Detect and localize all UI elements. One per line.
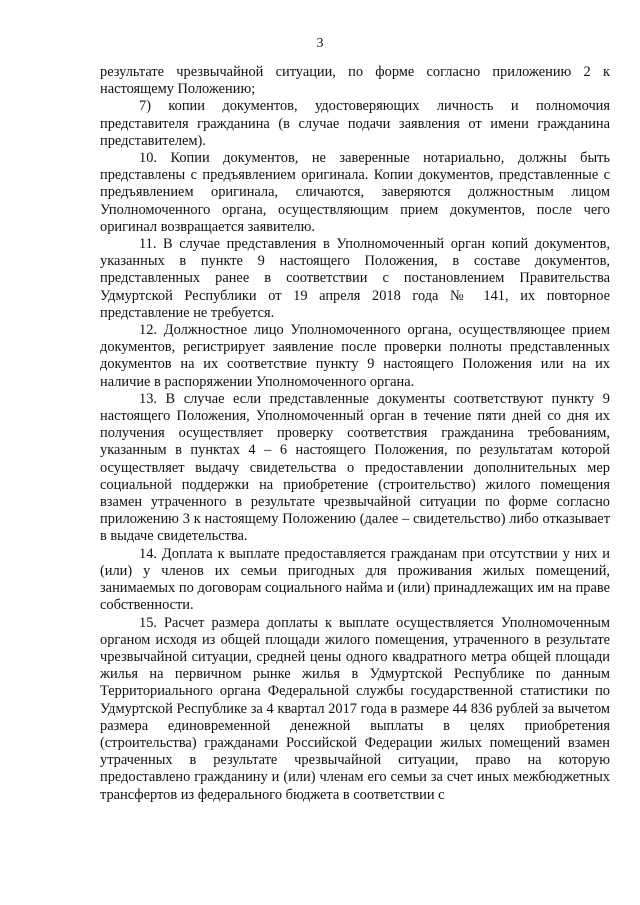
paragraph-14: 14. Доплата к выплате предоставляется гражданам при отсутствии у них и (или) у членов их семьи пригодных для проживания жилых помещений, занимаемых по договорам социального найма и (или) принадлежащих им на праве собственности. [100,545,610,614]
paragraph-item-7: 7) копии документов, удостоверяющих личность и полномочия представителя гражданина (в случае подачи заявления от имени гражданина представителем). [100,98,610,149]
page-number: 3 [316,36,324,51]
paragraph-11: 11. В случае представления в Уполномоченный орган копий документов, указанных в пункте 9 настоящего Положения, в составе документов, представленных ранее в соответствии с постановлением Правительства Удмуртской Республики от 19 апреля 2018 года № 141, их повторное представление не требуется. [100,236,610,321]
paragraph-10: 10. Копии документов, не заверенные нотариально, должны быть представлены с предъявлением оригинала. Копии документов, представленные с предъявлением оригинала, сличаются, заверяются должностным лицом Уполномоченного органа, осуществляющим прием документов, после чего оригинал возвращается заявителю. [100,150,610,235]
paragraph-15: 15. Расчет размера доплаты к выплате осуществляется Уполномоченным органом исходя из общей площади жилого помещения, утраченного в результате чрезвычайной ситуации, средней цены одного квадратного метра общей площади жилья на первичном рынке жилья в Удмуртской Республике по данным Территориального органа Федеральной службы государственной статистики по Удмуртской Республике за 4 квартал 2017 года в размере 44 836 рублей за вычетом размера единовременной денежной выплаты в целях приобретения (строительства) гражданами Российской Федерации жилых помещений взамен утраченных в результате чрезвычайной ситуации, право на которую предоставлено гражданину и (или) членам его семьи за счет иных межбюджетных трансфертов из федерального бюджета в соответствии с [100,614,610,803]
paragraph-13: 13. В случае если представленные документы соответствуют пункту 9 настоящего Положения, Уполномоченный орган в течение пяти дней со дня их получения осуществляет проверку соответствия гражданина требованиям, указанным в пунктах 4 – 6 настоящего Положения, по результатам которой осуществляет выдачу свидетельства о предоставлении дополнительных мер социальной поддержки на приобретение (строительство) жилого помещения взамен утраченного в результате чрезвычайной ситуации по форме согласно приложению 3 к настоящему Положению (далее – свидетельство) либо отказывает в выдаче свидетельства. [100,390,610,545]
paragraph-continuation-item-6: результате чрезвычайной ситуации, по форме согласно приложению 2 к настоящему Положению; [100,64,610,98]
document-body [100,64,610,804]
paragraph-12: 12. Должностное лицо Уполномоченного органа, осуществляющее прием документов, регистрирует заявление после проверки полноты представленных документов на их соответствие пункту 9 настоящего Положения или на их наличие в распоряжении Уполномоченного органа. [100,322,610,390]
